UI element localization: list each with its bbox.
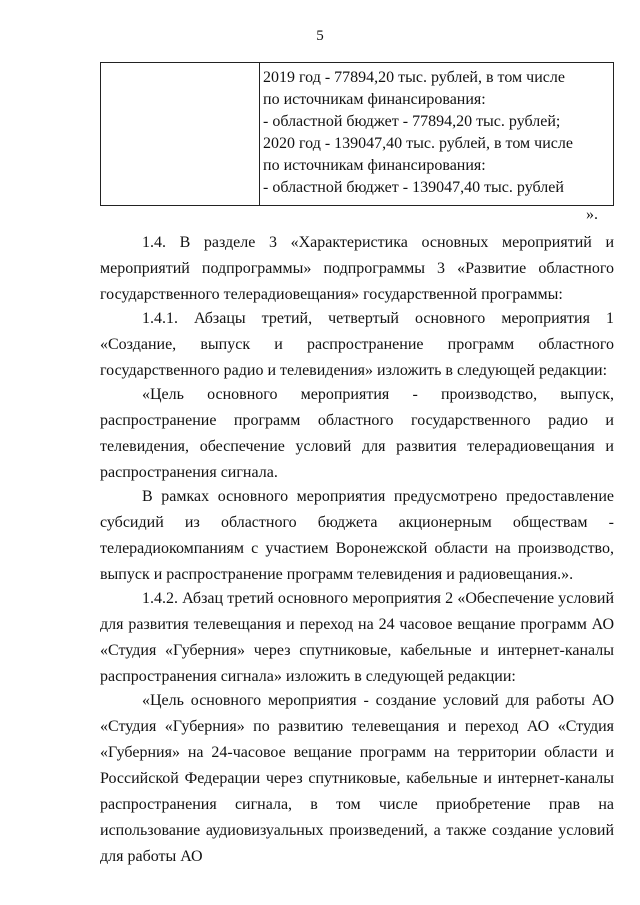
financing-line: по источникам финансирования: [263, 157, 486, 174]
paragraph-1-4-1: 1.4.1. Абзацы третий, четвертый основного мероприятия 1 «Создание, выпуск и распространение программ областного государственного радио и телевидения» изложить в следующей редакции: [100, 310, 614, 379]
paragraph-1-4-2: 1.4.2. Абзац третий основного мероприятия 2 «Обеспечение условий для развития телевещания и переход на 24 часовое вещание программ АО «Студия «Губерния» через спутниковые, кабельные и интернет-каналы распространения сигнала» изложить в следующей редакции: [100, 590, 614, 685]
financing-table [100, 62, 614, 206]
table-column-divider [259, 63, 260, 205]
financing-line: 2020 год - 139047,40 тыс. рублей, в том числе [263, 135, 573, 152]
paragraph-goal-2: «Цель основного мероприятия - создание условий для работы АО «Студия «Губерния» по развитию телевещания и переход АО «Студия «Губерния» на 24-часовое вещание программ на территории области и Российской Федерации через спутниковые, кабельные и интернет-каналы распространения сигнала, в том числе приобретение прав на использование аудиовизуальных произведений, а также создание условий для работы АО [100, 692, 614, 865]
page-number: 5 [316, 28, 324, 44]
paragraph-goal-1: «Цель основного мероприятия - производство, выпуск, распространение программ областного государственного радио и телевидения, обеспечение условий для развития телерадиовещания и распространения сигнала. [100, 386, 614, 481]
paragraph-1-4: 1.4. В разделе 3 «Характеристика основных мероприятий и мероприятий подпрограммы» подпрограммы 3 «Развитие областного государственного телерадиовещания» государственной программы: [100, 234, 614, 303]
financing-line: - областной бюджет - 77894,20 тыс. рублей; [263, 113, 561, 130]
table-cell-financing [263, 67, 609, 199]
financing-line: 2019 год - 77894,20 тыс. рублей, в том числе [263, 69, 565, 86]
paragraph-subsidies: В рамках основного мероприятия предусмотрено предоставление субсидий из областного бюджета акционерным обществам - телерадиокомпаниям с участием Воронежской области на производство, выпуск и распространение программ телевидения и радиовещания.». [100, 488, 614, 583]
financing-line: - областной бюджет - 139047,40 тыс. рублей [263, 179, 564, 196]
financing-line: по источникам финансирования: [263, 91, 486, 108]
closing-quote: ». [586, 206, 598, 223]
